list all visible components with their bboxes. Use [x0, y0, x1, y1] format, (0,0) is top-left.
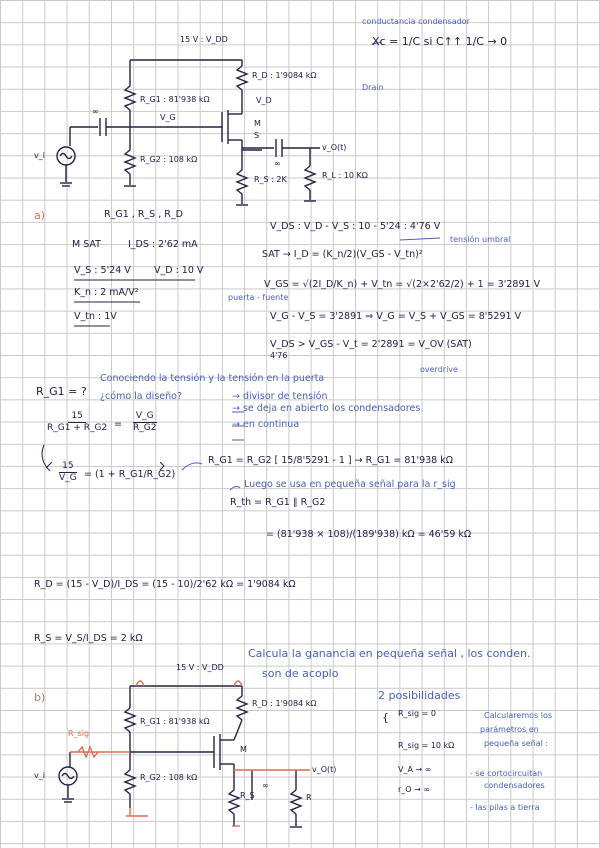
part-a-vg-vs-line: V_G - V_S = 3'2891 ⇒ V_G = V_S + V_GS = 8'5291 V [270, 311, 522, 322]
part-a-rg1-calc: R_G1 = R_G2 [ 15/8'5291 - 1 ] → R_G1 = 81'938 kΩ [208, 455, 453, 466]
part-a-sat-line: SAT → I_D = (K_n/2)(V_GS - V_tn)² [262, 249, 423, 260]
note-title: conductancia condensador [362, 17, 470, 26]
circuit-a-rs: R_S : 2K [254, 175, 287, 184]
circuit-b-rs: R_S [240, 791, 255, 800]
circuit-a-rg2: R_G2 : 108 kΩ [140, 155, 198, 164]
circuit-a-vi: v_i [34, 151, 45, 160]
circuit-a-rd: R_D : 1'9084 kΩ [252, 71, 317, 80]
circuit-b-rd: R_D : 1'9084 kΩ [252, 699, 317, 708]
circuit-b-cap: ∞ [262, 781, 269, 790]
part-b-calc-3: pequeña señal : [484, 739, 549, 748]
circuit-a-rg1: R_G1 : 81'938 kΩ [140, 95, 210, 104]
circuit-b-supply: 15 V : V_DD [176, 663, 224, 672]
part-b-brace: { [382, 711, 389, 724]
circuit-a-m: M [254, 119, 261, 128]
part-b-ro: r_O → ∞ [398, 785, 431, 794]
part-a-vs: V_S : 5'24 V [74, 265, 131, 276]
part-b-posibilidades: 2 posibilidades [378, 689, 461, 702]
circuit-a-s: S [254, 131, 260, 140]
part-a-vtn: V_tn : 1V [74, 311, 117, 322]
part-a-rth-calc: = (81'938 × 108)/(189'938) kΩ = 46'59 kΩ [266, 529, 472, 540]
part-a-m-sat: M SAT [72, 239, 101, 250]
circuit-b-rg2: R_G2 : 108 kΩ [140, 773, 198, 782]
part-a-conociendo: Conociendo la tensión y la tensión en la puerta [100, 373, 325, 384]
part-b-calc-1: Calcularemos los [484, 711, 553, 720]
part-a-unknowns: R_G1 , R_S , R_D [104, 209, 183, 220]
circuit-b-rsig: R_sig [68, 729, 90, 738]
part-a-vds-line: V_DS : V_D - V_S : 10 - 5'24 : 4'76 V [270, 221, 441, 232]
part-a-vds-gt-line: V_DS > V_GS - V_t = 2'2891 = V_OV (SAT) [270, 339, 472, 350]
part-a-vds-val: 4'76 [270, 351, 288, 360]
part-b-rsig10: R_sig = 10 kΩ [398, 741, 455, 750]
xc-formula: Xc = 1/C si C↑↑ 1/C → 0 [372, 35, 508, 48]
part-b-label: b) [34, 691, 46, 704]
part-a-arrow2: → se deja en abierto los condensadores [232, 403, 421, 414]
part-a-arrow1: → divisor de tensión [232, 391, 328, 402]
part-a-rs-calc: R_S = V_S/I_DS = 2 kΩ [34, 633, 143, 644]
circuit-a-vo: v_O(t) [322, 143, 347, 152]
circuit-a-vg: V_G [160, 113, 176, 122]
part-b-heading-line2: son de acoplo [262, 667, 339, 680]
part-a-label: a) [34, 209, 46, 222]
part-a-kn: K_n : 2 mA/V² [74, 287, 139, 298]
circuit-b-vo: v_O(t) [312, 765, 337, 774]
part-a-frac-15-vg: $\frac{15}{V\_G}$ [59, 461, 77, 484]
part-b-pilas: - las pilas a tierra [470, 803, 540, 812]
circuit-a-supply: 15 V : V_DD [180, 35, 228, 44]
circuit-a-rl: R_L : 10 KΩ [322, 171, 368, 180]
circuit-b-m: M [240, 745, 247, 754]
part-a-vgs-line: V_GS = √(2I_D/K_n) + V_tn = √(2×2'62/2) + 1 = 3'2891 V [264, 279, 541, 290]
part-a-frac-right: $\frac{V\_G}{R\_G2}$ [133, 411, 157, 434]
circuit-a-cap-in: ∞ [92, 107, 99, 116]
part-a-rth: R_th = R_G1 ∥ R_G2 [230, 497, 326, 508]
part-a-rg1-question: R_G1 = ? [36, 385, 87, 398]
part-b-corto-1: - se cortocircuitan [470, 769, 543, 778]
circuit-b-r: R [306, 793, 312, 802]
part-a-one-plus: = (1 + R_G1/R_G2) [84, 469, 176, 480]
part-b-heading-line1: Calcula la ganancia en pequeña señal , los conden. [248, 647, 531, 660]
circuit-b-rg1: R_G1 : 81'938 kΩ [140, 717, 210, 726]
part-a-ids: I_DS : 2'62 mA [128, 239, 198, 250]
part-a-frac-left: $\frac{15}{R\_G1 + R\_G2}$ [47, 411, 108, 434]
part-a-arrow3: → en continua [232, 419, 300, 430]
part-a-como-diseno: ¿cómo la diseño? [100, 391, 182, 402]
part-b-corto-2: condensadores [484, 781, 545, 790]
circuit-a-vd: V_D [256, 96, 272, 105]
part-a-puerta-fuente: puerta - fuente [228, 293, 289, 302]
part-a-tension-umbral: tensión umbral [450, 235, 511, 244]
part-a-overdrive: overdrive [420, 365, 458, 374]
circuit-a-cap-out: ∞ [274, 159, 281, 168]
part-a-rd-calc: R_D = (15 - V_D)/I_DS = (15 - 10)/2'62 kΩ = 1'9084 kΩ [34, 579, 296, 590]
circuit-b-vi: v_i [34, 771, 45, 780]
circuit-a-drain-note: Drain [362, 83, 384, 92]
part-a-vd: V_D : 10 V [154, 265, 204, 276]
part-a-eq1: = [114, 419, 122, 430]
part-b-calc-2: parámetros en [480, 725, 539, 734]
part-b-rsig0: R_sig = 0 [398, 709, 436, 718]
part-a-luego: Luego se usa en pequeña señal para la r_sig [244, 479, 456, 490]
part-b-va: V_A → ∞ [398, 765, 432, 774]
